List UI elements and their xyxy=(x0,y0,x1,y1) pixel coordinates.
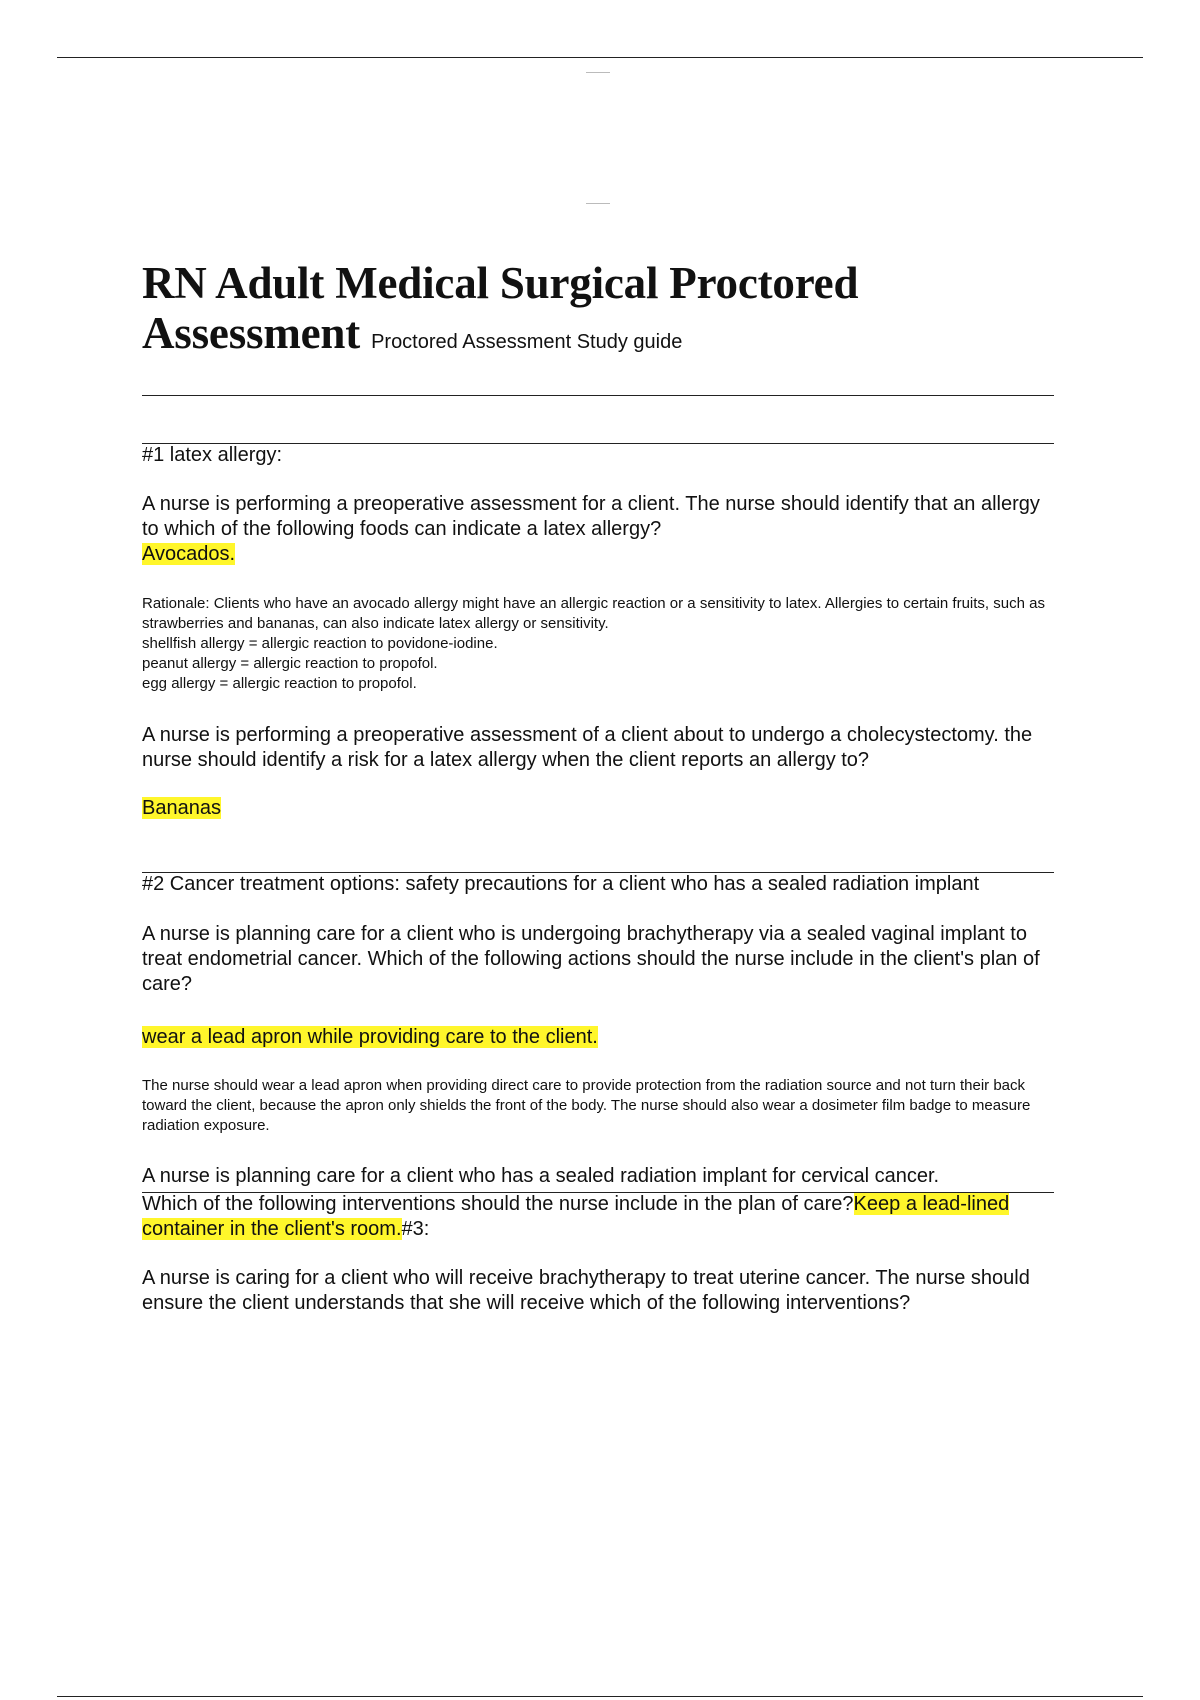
section1-q1-answer: Avocados. xyxy=(142,543,236,565)
section1-heading: #1 latex allergy: xyxy=(142,444,283,466)
section-divider xyxy=(142,395,1054,396)
rationale-line: Rationale: Clients who have an avocado allergy might have an allergic reaction or a sensitivity to latex. Allergies to certain fruits, such as strawberries and bananas, can also indicate latex allergy or sensitivity. xyxy=(142,595,1045,632)
section2-q2-answer: Keep a lead-lined container in the client's room. xyxy=(142,1193,1010,1240)
page-top-rule xyxy=(57,57,1143,58)
section2-heading: #2 Cancer treatment options: safety precautions for a client who has a sealed radiation implant xyxy=(142,873,980,895)
section1-q1-rationale xyxy=(142,594,1057,694)
section1-q2-question: A nurse is performing a preoperative assessment of a client about to undergo a cholecystectomy. the nurse should identify a risk for a latex allergy when the client reports an allergy to? xyxy=(142,724,1033,771)
section2-q1-question: A nurse is planning care for a client who is undergoing brachytherapy via a sealed vaginal implant to treat endometrial cancer. Which of the following actions should the nurse include in the client's plan of care? xyxy=(142,923,1040,995)
rationale-line: egg allergy = allergic reaction to propofol. xyxy=(142,675,417,692)
section3-q1-question: A nurse is caring for a client who will receive brachytherapy to treat uterine cancer. The nurse should ensure the client understands that she will receive which of the following interventions? xyxy=(142,1267,1030,1314)
header-mark xyxy=(586,72,610,73)
section3-heading: #3: xyxy=(401,1218,430,1240)
document-header xyxy=(142,258,1054,367)
document-title-line1: RN Adult Medical Surgical Proctored xyxy=(142,258,859,308)
section1-q1-answer-row xyxy=(142,542,1057,567)
rationale-line: peanut allergy = allergic reaction to propofol. xyxy=(142,655,438,672)
section1-q2-answer-row xyxy=(142,796,1057,821)
document-title xyxy=(142,258,1054,367)
document-title-line2: Assessment xyxy=(142,308,360,358)
section2-q1-answer-row xyxy=(142,1025,1057,1050)
rationale-line: shellfish allergy = allergic reaction to povidone-iodine. xyxy=(142,635,498,652)
section2-q2-question-line2-row xyxy=(142,1192,1057,1242)
section2-q2-question-line1: A nurse is planning care for a client who has a sealed radiation implant for cervical cancer. xyxy=(142,1165,940,1187)
section2-q2-question-line2: Which of the following interventions should the nurse include in the plan of care? xyxy=(142,1193,854,1215)
section2-q1-answer: wear a lead apron while providing care to the client. xyxy=(142,1026,598,1048)
document-subtitle: Proctored Assessment Study guide xyxy=(371,331,683,353)
section1-q1-question: A nurse is performing a preoperative assessment for a client. The nurse should identify that an allergy to which of the following foods can indicate a latex allergy? xyxy=(142,493,1040,540)
header-mark xyxy=(586,203,610,204)
section1-q2-answer: Bananas xyxy=(142,797,221,819)
section2-q1-rationale: The nurse should wear a lead apron when providing direct care to provide protection from the radiation source and not turn their back toward the client, because the apron only shields the front of the body. The nurse should also wear a dosimeter film badge to measure radiation exposure. xyxy=(142,1077,1031,1134)
page-bottom-rule xyxy=(57,1696,1143,1697)
